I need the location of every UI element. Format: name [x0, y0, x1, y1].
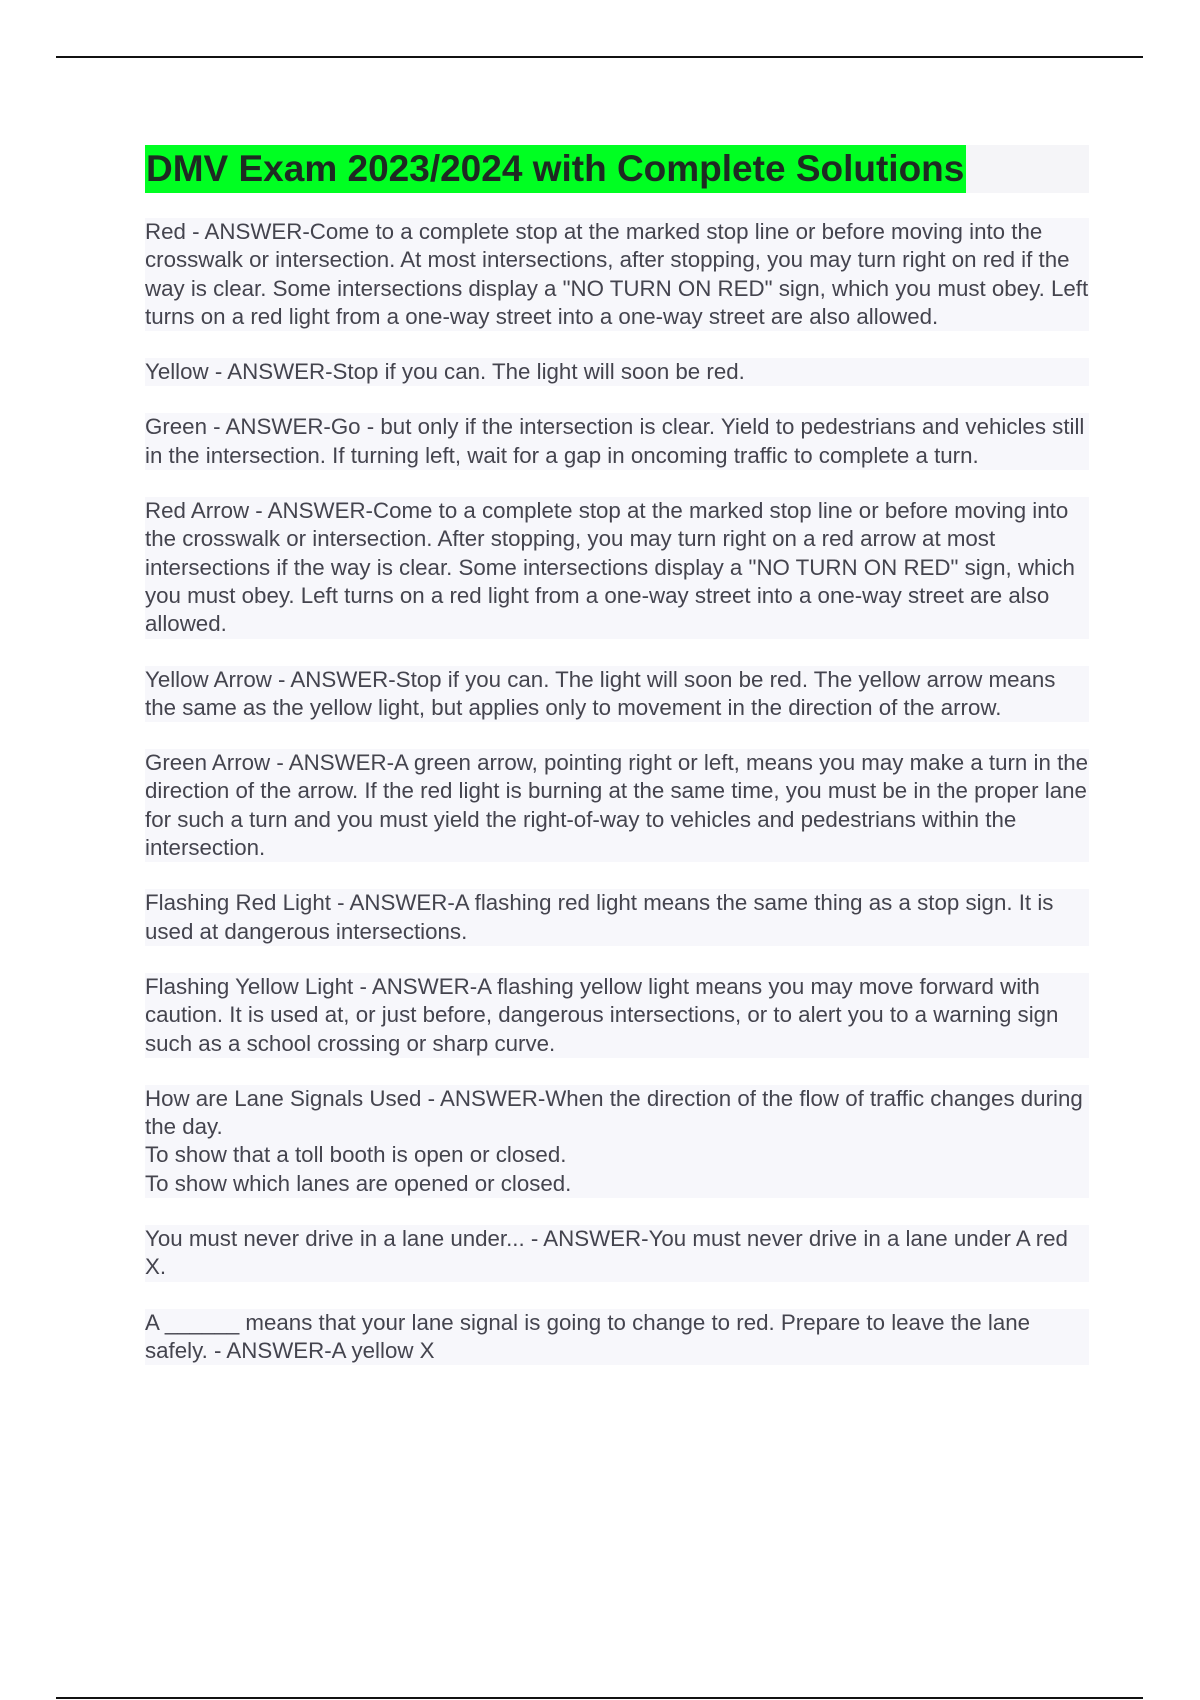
- qa-entry-red-x: You must never drive in a lane under... - ANSWER-You must never drive in a lane under A red X.: [145, 1225, 1089, 1282]
- document-title: DMV Exam 2023/2024 with Complete Solutions: [145, 145, 966, 193]
- bottom-rule: [56, 1697, 1143, 1699]
- qa-entry-red-arrow: Red Arrow - ANSWER-Come to a complete stop at the marked stop line or before moving into the crosswalk or intersection. After stopping, you may turn right on a red arrow at most intersections if the way is clear. Some intersections display a "NO TURN ON RED" sign, which you must obey. Left turns on a red light from a one-way street into a one-way street are also allowed.: [145, 497, 1089, 638]
- qa-list: [145, 218, 1089, 1365]
- qa-entry-yellow: Yellow - ANSWER-Stop if you can. The light will soon be red.: [145, 358, 1089, 386]
- document-body: [145, 145, 1089, 1392]
- qa-entry-green: Green - ANSWER-Go - but only if the intersection is clear. Yield to pedestrians and vehicles still in the intersection. If turning left, wait for a gap in oncoming traffic to complete a turn.: [145, 413, 1089, 470]
- title-band: [145, 145, 1089, 193]
- qa-entry-green-arrow: Green Arrow - ANSWER-A green arrow, pointing right or left, means you may make a turn in the direction of the arrow. If the red light is burning at the same time, you must be in the proper lane for such a turn and you must yield the right-of-way to vehicles and pedestrians within the intersection.: [145, 749, 1089, 862]
- qa-entry-yellow-arrow: Yellow Arrow - ANSWER-Stop if you can. The light will soon be red. The yellow arrow means the same as the yellow light, but applies only to movement in the direction of the arrow.: [145, 666, 1089, 723]
- qa-entry-red: Red - ANSWER-Come to a complete stop at the marked stop line or before moving into the crosswalk or intersection. At most intersections, after stopping, you may turn right on red if the way is clear. Some intersections display a "NO TURN ON RED" sign, which you must obey. Left turns on a red light from a one-way street into a one-way street are also allowed.: [145, 218, 1089, 331]
- qa-entry-yellow-x: A ______ means that your lane signal is going to change to red. Prepare to leave the lane safely. - ANSWER-A yellow X: [145, 1309, 1089, 1366]
- qa-entry-flashing-yellow: Flashing Yellow Light - ANSWER-A flashing yellow light means you may move forward with caution. It is used at, or just before, dangerous intersections, or to alert you to a warning sign such as a school crossing or sharp curve.: [145, 973, 1089, 1058]
- top-rule: [56, 56, 1143, 58]
- qa-entry-lane-signals: How are Lane Signals Used - ANSWER-When the direction of the flow of traffic changes during the day. To show that a toll booth is open or closed. To show which lanes are opened or closed.: [145, 1085, 1089, 1198]
- qa-entry-flashing-red: Flashing Red Light - ANSWER-A flashing red light means the same thing as a stop sign. It is used at dangerous intersections.: [145, 889, 1089, 946]
